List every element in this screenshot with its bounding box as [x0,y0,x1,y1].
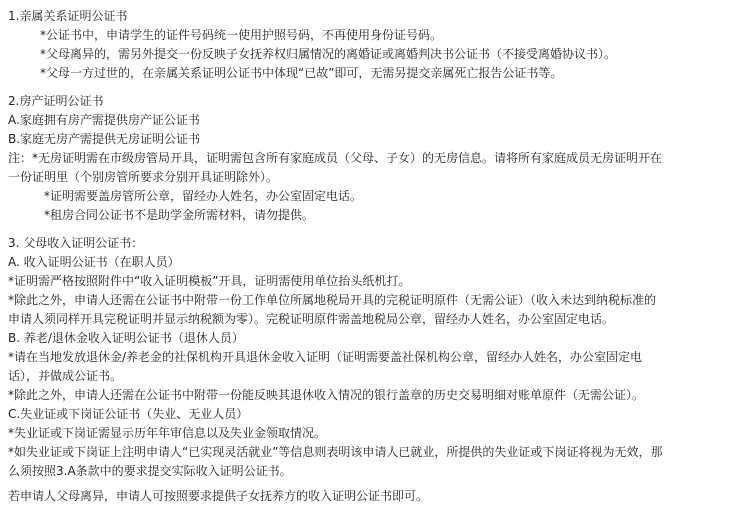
section3-c-heading: C.失业证或下岗证公证书（失业、无业人员） [8,407,249,421]
section3-a-template: *证明需严格按照附件中“收入证明模板”开具，证明需使用单位抬头纸机打。 [8,274,411,288]
section3-b-heading: B. 养老/退休金收入证明公证书（退休人员） [8,331,244,345]
section2-note-seal: *证明需要盖房管所公章，留经办人姓名，办公室固定电话。 [44,189,363,203]
section3-c-employed-line2: 么须按照3.A条款中的要求提交实际收入证明公证书。 [8,464,292,478]
section1-item-deceased: *父母一方过世的，在亲属关系证明公证书中体现“已故”即可，无需另提交亲属死亡报告公证书等。 [40,66,563,80]
section3-b-pension-line2: 话），并做成公证书。 [8,369,123,383]
footer-note: 若申请人父母离异，申请人可按照要求提供子女抚养方的收入证明公证书即可。 [8,489,429,503]
section3-heading: 3. 父母收入证明公证书： [8,236,144,250]
section3-a-tax-line2: 申请人须同样开具完税证明并显示纳税额为零）。完税证明原件需盖地税局公章，留经办人姓名，办公室固定电话。 [8,312,615,326]
section2-option-b: B.家庭无房产需提供无房证明公证书 [8,132,201,146]
section3-b-pension-line1: *请在当地发放退休金/养老金的社保机构开具退休金收入证明（证明需要盖社保机构公章，留经办人姓名，办公室固定电 [8,350,643,364]
section2-heading: 2.房产证明公证书 [8,94,104,108]
section2-option-a: A.家庭拥有房产需提供房产证公证书 [8,113,200,127]
section3-a-heading: A. 收入证明公证书（在职人员） [8,255,180,269]
section1-heading: 1.亲属关系证明公证书 [8,9,128,23]
section3-b-bank: *除此之外，申请人还需在公证书中附带一份能反映其退休收入情况的银行盖章的历史交易明细对账单原件（无需公证）。 [8,388,645,402]
section3-c-annual: *失业证或下岗证需显示历年年审信息以及失业金领取情况。 [8,426,327,440]
section2-note-line2: 一份证明里（个别房管所要求分别开具证明除外）。 [8,170,279,184]
section2-note-line1: 注：*无房证明需在市级房管局开具，证明需包含所有家庭成员（父母、子女）的无房信息。请将所有家庭成员无房证明开在 [8,151,663,165]
section3-a-tax-line1: *除此之外，申请人还需在公证书中附带一份工作单位所属地税局开具的完税证明原件（无需公证）（收入未达到纳税标准的 [8,293,657,307]
section1-item-passport: *公证书中，申请学生的证件号码统一使用护照号码，不再使用身份证号码。 [40,28,443,42]
section3-c-employed-line1: *如失业证或下岗证上注明申请人“已实现灵活就业”等信息则表明该申请人已就业，所提供的失业证或下岗证将视为无效，那 [8,445,663,459]
section2-note-lease: *租房合同公证书不是助学金所需材料，请勿提供。 [44,208,315,222]
section1-item-divorce: *父母离异的，需另外提交一份反映子女抚养权归属情况的离婚证或离婚判决书公证书（不接受离婚协议书）。 [40,47,617,61]
